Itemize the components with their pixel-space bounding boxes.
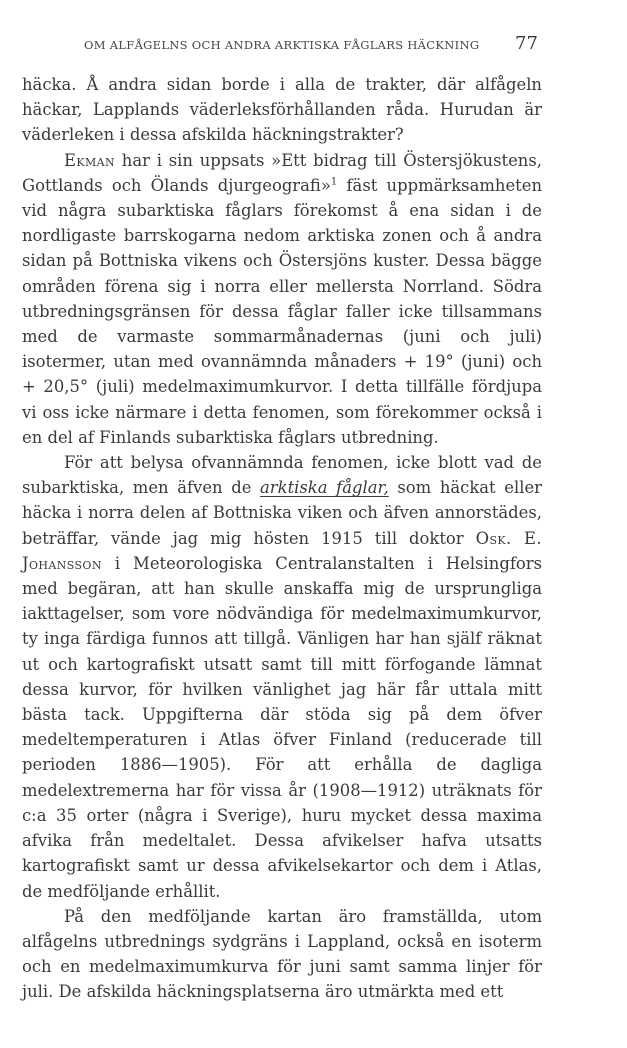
paragraph-3 (22, 450, 542, 904)
person-johansson: Osk. E. Johansson (22, 528, 542, 573)
paragraph-4: På den medföljande kartan äro framställda, utom alfågelns utbrednings sydgräns i Lappland, också en isoterm och en medelmaximumkurva för juni samt samma linjer för juli. De afskilda häckningsplatserna äro utmärkta med ett (22, 906, 542, 1002)
paragraph-2-text-b: fäst uppmärksamheten vid några subarktiska fåglars förekomst å ena sidan i de nordligaste barrskogarna nedom arktiska zonen och å andra sidan på Bottniska vikens och Östersjöns kuster. Dessa bägge områden förena sig i norra eller mellersta Norrland. Södra utbredningsgränsen för dessa fåglar faller icke tillsammans med de varmaste sommarmånadernas (juni och juli) isotermer, utan med ovannämnda månaders + 19° (juni) och + 20,5° (juli) medelmaximumkurvor. I detta tillfälle fördjupa vi oss icke närmare i detta fenomen, som förekommer också i en del af Finlands subarktiska fåglars utbredning. (22, 175, 542, 447)
paragraph-3-text-a: För att belysa ofvannämnda fenomen, icke blott vad de subarktiska, men äfven de (22, 453, 542, 498)
paragraph-3-text-b: som häckat eller häcka i norra delen af Bottniska viken och äfven annorstädes, beträffar, vände jag mig hösten 1915 till doktor (22, 478, 542, 548)
paragraph-2-text-a: har i sin uppsats »Ett bidrag till Östersjökustens, Gottlands och Ölands djurgeografi» (22, 150, 542, 195)
paragraph-1: häcka. Å andra sidan borde i alla de trakter, där alfågeln häckar, Lapplands väderleksförhållanden råda. Hurudan är väderleken i dessa afskilda häckningstrakter? (22, 75, 542, 145)
running-head: OM ALFÅGELNS OCH ANDRA ARKTISKA FÅGLARS HÄCKNING (84, 38, 480, 52)
emphasis-arctic-birds: arktiska fåglar, (260, 478, 389, 498)
paragraph-3-text-c: i Meteorologiska Centralanstalten i Helsingfors med begäran, att han skulle anskaffa mig de ursprungliga iakttagelser, som vore nödvändiga för medelmaximumkurvor, ty inga färdiga funnos att tillgå. Vänligen har han själf räknat ut och kartografiskt utsatt samt till mitt förfogande lämnat dessa kurvor, för hvilken vänlighet jag här får uttala mitt bästa tack. Uppgifterna där stöda sig på dem öfver medeltemperaturen i Atlas öfver Finland (reducerade till perioden 1886—1905). För att erhålla de dagliga medelextremerna har för vissa år (1908—1912) uträknats för c:a 35 orter (några i Sverige), huru mycket dessa maxima afvika från medeltalet. Dessa afvikelser hafva utsatts kartografiskt samt ur dessa afvikelsekartor och dem i Atlas, de medföljande erhållit. (22, 553, 542, 901)
body-text (22, 72, 542, 1005)
page-number: 77 (515, 33, 538, 54)
author-ekman: Ekman (64, 150, 116, 170)
paragraph-2 (22, 148, 542, 450)
footnote-mark: 1 (330, 176, 338, 188)
